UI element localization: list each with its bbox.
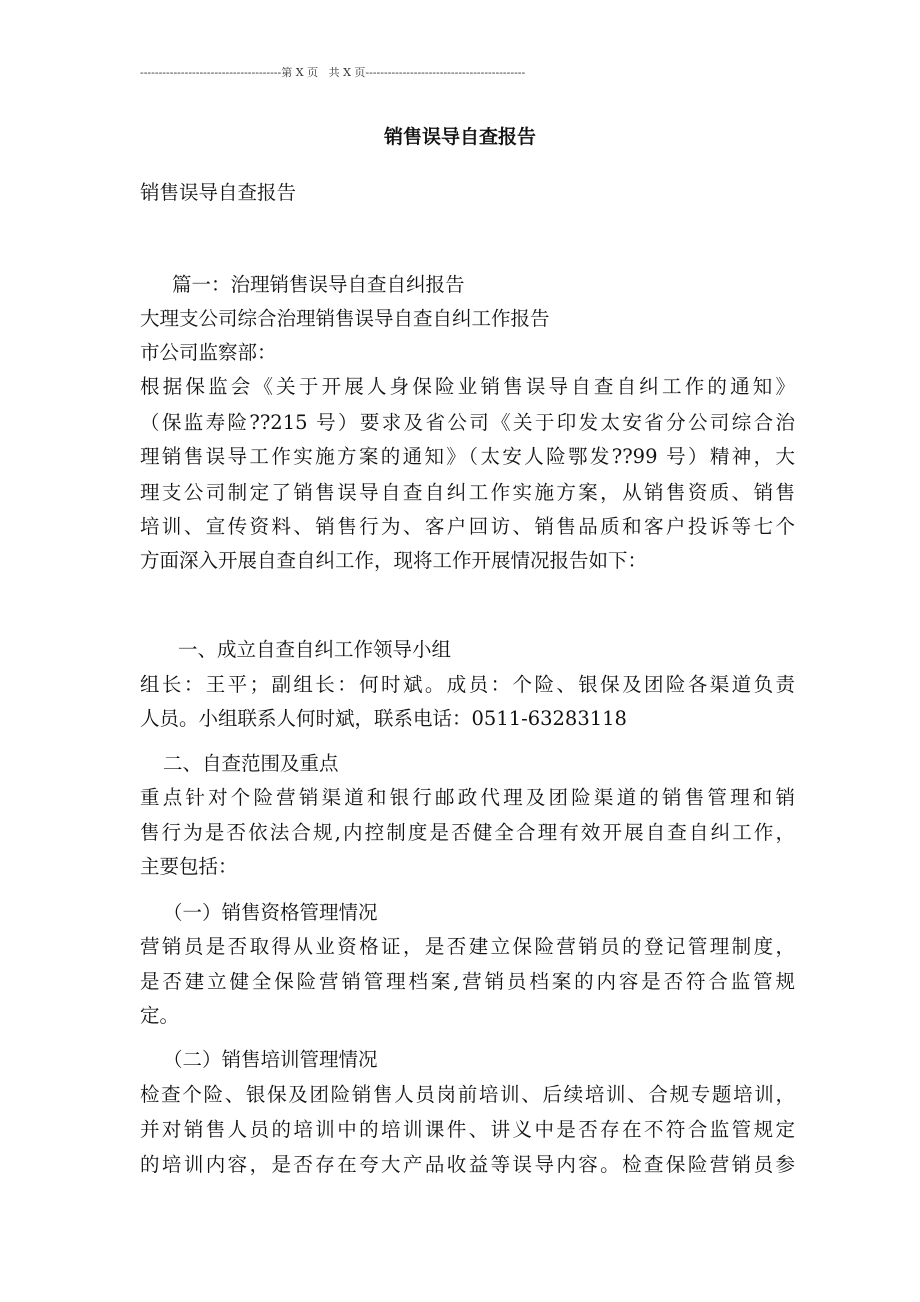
paragraph-line: 主要包括： xyxy=(140,855,238,878)
section-heading: （二）销售培训管理情况 xyxy=(163,1048,378,1071)
paragraph-line: 大理支公司综合治理销售误导自查自纠工作报告 xyxy=(140,307,550,330)
header-dashes-right: ------------------------------------------- xyxy=(365,66,526,79)
paragraph-line: 是否建立健全保险营销管理档案,营销员档案的内容是否符合监管规 xyxy=(140,970,795,993)
paragraph-line: 根据保监会《关于开展人身保险业销售误导自查自纠工作的通知》 xyxy=(140,375,795,398)
section-heading: （一）销售资格管理情况 xyxy=(163,901,378,924)
paragraph-line: 组长：王平；副组长：何时斌。成员：个险、银保及团险各渠道负责 xyxy=(140,673,795,696)
page-header xyxy=(140,64,600,80)
paragraph-line: 理支公司制定了销售误导自查自纠工作实施方案，从销售资质、销售 xyxy=(140,481,795,504)
header-page-number: 第 X 页 xyxy=(281,66,319,79)
paragraph-line: 售行为是否依法合规,内控制度是否健全合理有效开展自查自纠工作， xyxy=(140,821,795,844)
paragraph-line: 检查个险、银保及团险销售人员岗前培训、后续培训、合规专题培训， xyxy=(140,1083,795,1106)
paragraph-line: （保监寿险??215 号）要求及省公司《关于印发太安省分公司综合治 xyxy=(140,411,795,434)
paragraph-line: 培训、宣传资料、销售行为、客户回访、销售品质和客户投诉等七个 xyxy=(140,515,795,538)
paragraph-line: 市公司监察部： xyxy=(140,341,277,364)
paragraph-line: 的培训内容，是否存在夸大产品收益等误导内容。检查保险营销员参 xyxy=(140,1153,795,1176)
header-dashes-left: -------------------------------------- xyxy=(140,66,282,79)
paragraph-line: 人员。小组联系人何时斌，联系电话：0511-63283118 xyxy=(140,707,627,730)
paragraph-line: 重点针对个险营销渠道和银行邮政代理及团险渠道的销售管理和销 xyxy=(140,786,795,809)
paragraph-line: 理销售误导工作实施方案的通知》（太安人险鄂发??99 号）精神，大 xyxy=(140,445,795,468)
section-heading: 二、自查范围及重点 xyxy=(163,752,339,775)
document-title: 销售误导自查报告 xyxy=(383,126,536,148)
document-subtitle: 销售误导自查报告 xyxy=(140,181,297,204)
section-heading: 篇一：治理销售误导自查自纠报告 xyxy=(172,273,465,296)
paragraph-line: 并对销售人员的培训中的培训课件、讲义中是否存在不符合监管规定 xyxy=(140,1118,795,1141)
paragraph-line: 方面深入开展自查自纠工作，现将工作开展情况报告如下： xyxy=(140,549,648,572)
paragraph-line: 定。 xyxy=(140,1004,180,1027)
header-total-pages: 共 X 页 xyxy=(328,66,366,79)
paragraph-line: 营销员是否取得从业资格证，是否建立保险营销员的登记管理制度， xyxy=(140,935,795,958)
section-heading: 一、成立自查自纠工作领导小组 xyxy=(178,638,452,661)
